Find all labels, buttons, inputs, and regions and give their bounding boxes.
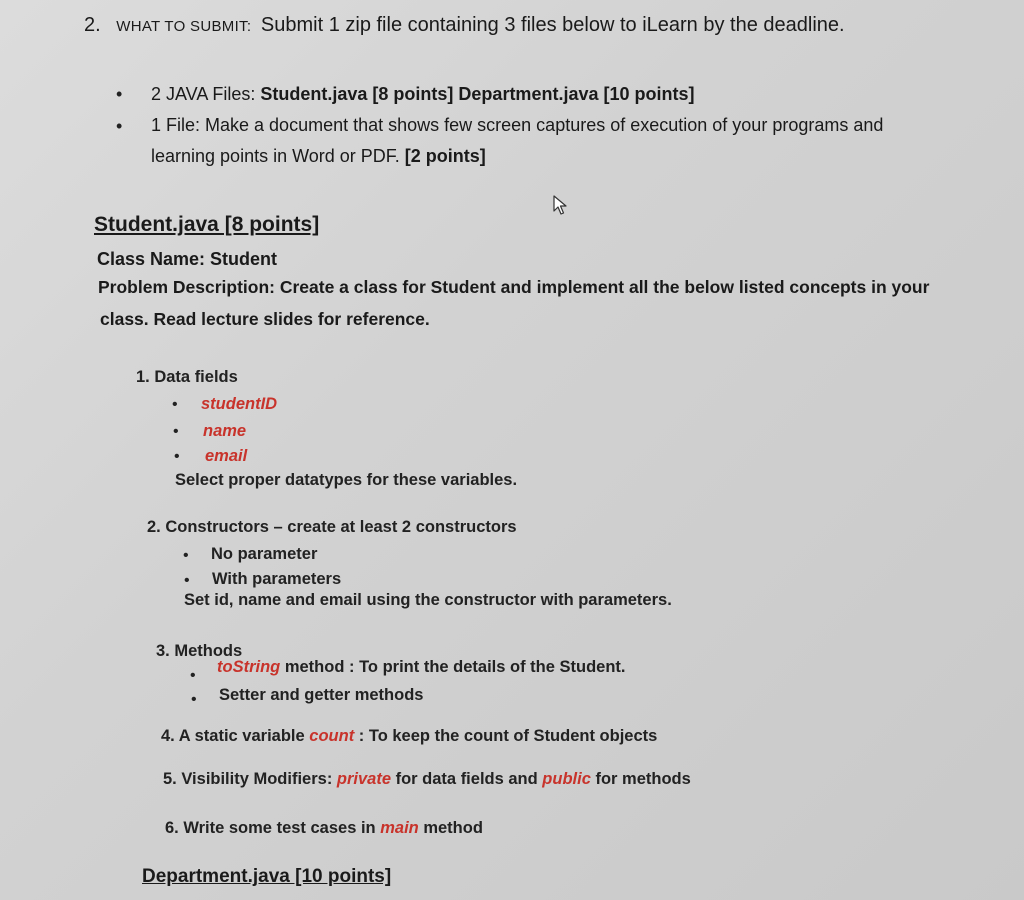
bullet-document-line1: 1 File: Make a document that shows few screen captures of execution of your programs and xyxy=(151,115,884,135)
static-variable-line xyxy=(161,727,657,746)
method-tostring xyxy=(217,658,626,677)
problem-description-line1: Problem Description: Create a class for Student and implement all the below listed concepts in your xyxy=(98,277,930,297)
private-keyword: private xyxy=(336,770,392,788)
mouse-cursor-icon xyxy=(552,194,570,216)
field-email: email xyxy=(205,447,248,465)
data-fields-title: 1. Data fields xyxy=(136,368,238,386)
section-heading xyxy=(84,14,845,37)
tostring-description: method : To print the details of the Student. xyxy=(280,658,626,676)
heading-text: Submit 1 zip file containing 3 files below to iLearn by the deadline. xyxy=(260,14,845,36)
department-section-title: Department.java [10 points] xyxy=(142,866,392,887)
problem-description-line2: class. Read lecture slides for reference. xyxy=(100,309,430,329)
main-keyword: main xyxy=(380,819,419,837)
constructors-note: Set id, name and email using the constructor with parameters. xyxy=(184,591,672,609)
tests-suffix: method xyxy=(418,819,483,837)
bullet-dot: • xyxy=(174,448,180,465)
bullet-dot: • xyxy=(116,84,123,104)
bullet-dot: • xyxy=(190,667,196,684)
bullet-prefix: 2 JAVA Files: xyxy=(151,84,261,104)
constructor-no-parameter: No parameter xyxy=(211,545,318,563)
bullet-dot: • xyxy=(184,572,190,589)
field-name: name xyxy=(203,422,247,440)
class-name: Class Name: Student xyxy=(97,249,278,269)
static-suffix: : To keep the count of Student objects xyxy=(354,727,658,745)
constructors-title: 2. Constructors – create at least 2 constructors xyxy=(147,518,517,536)
visibility-suffix: for methods xyxy=(590,770,691,788)
bullet-dot: • xyxy=(191,691,197,708)
bullet-dot: • xyxy=(173,423,179,440)
tostring-keyword: toString xyxy=(217,658,281,676)
test-cases-line xyxy=(165,819,483,838)
visibility-prefix: 5. Visibility Modifiers: xyxy=(163,770,337,788)
bullet-dot: • xyxy=(116,116,123,136)
student-java-points: Student.java [8 points] xyxy=(260,84,454,104)
constructor-with-parameters: With parameters xyxy=(212,570,342,588)
visibility-line xyxy=(163,770,691,789)
tests-prefix: 6. Write some test cases in xyxy=(165,819,381,837)
heading-number: 2. xyxy=(84,14,101,36)
bullet-document-line2 xyxy=(151,146,486,167)
static-prefix: 4. A static variable xyxy=(161,727,310,745)
public-keyword: public xyxy=(542,770,591,788)
visibility-middle: for data fields and xyxy=(391,770,543,788)
bullet-java-files xyxy=(151,84,694,105)
methods-title: 3. Methods xyxy=(156,642,243,660)
document-points: [2 points] xyxy=(404,146,486,166)
data-fields-note: Select proper datatypes for these variables. xyxy=(175,471,518,489)
student-section-title: Student.java [8 points] xyxy=(94,213,320,236)
department-java-points: Department.java [10 points] xyxy=(458,84,695,104)
heading-label: WHAT TO SUBMIT: xyxy=(116,18,252,35)
bullet-dot: • xyxy=(183,547,189,564)
bullet-document-text: learning points in Word or PDF. xyxy=(151,146,405,166)
count-keyword: count xyxy=(309,727,355,745)
field-student-id: studentID xyxy=(201,395,278,413)
bullet-dot: • xyxy=(172,396,178,413)
method-setter-getter: Setter and getter methods xyxy=(219,686,424,704)
